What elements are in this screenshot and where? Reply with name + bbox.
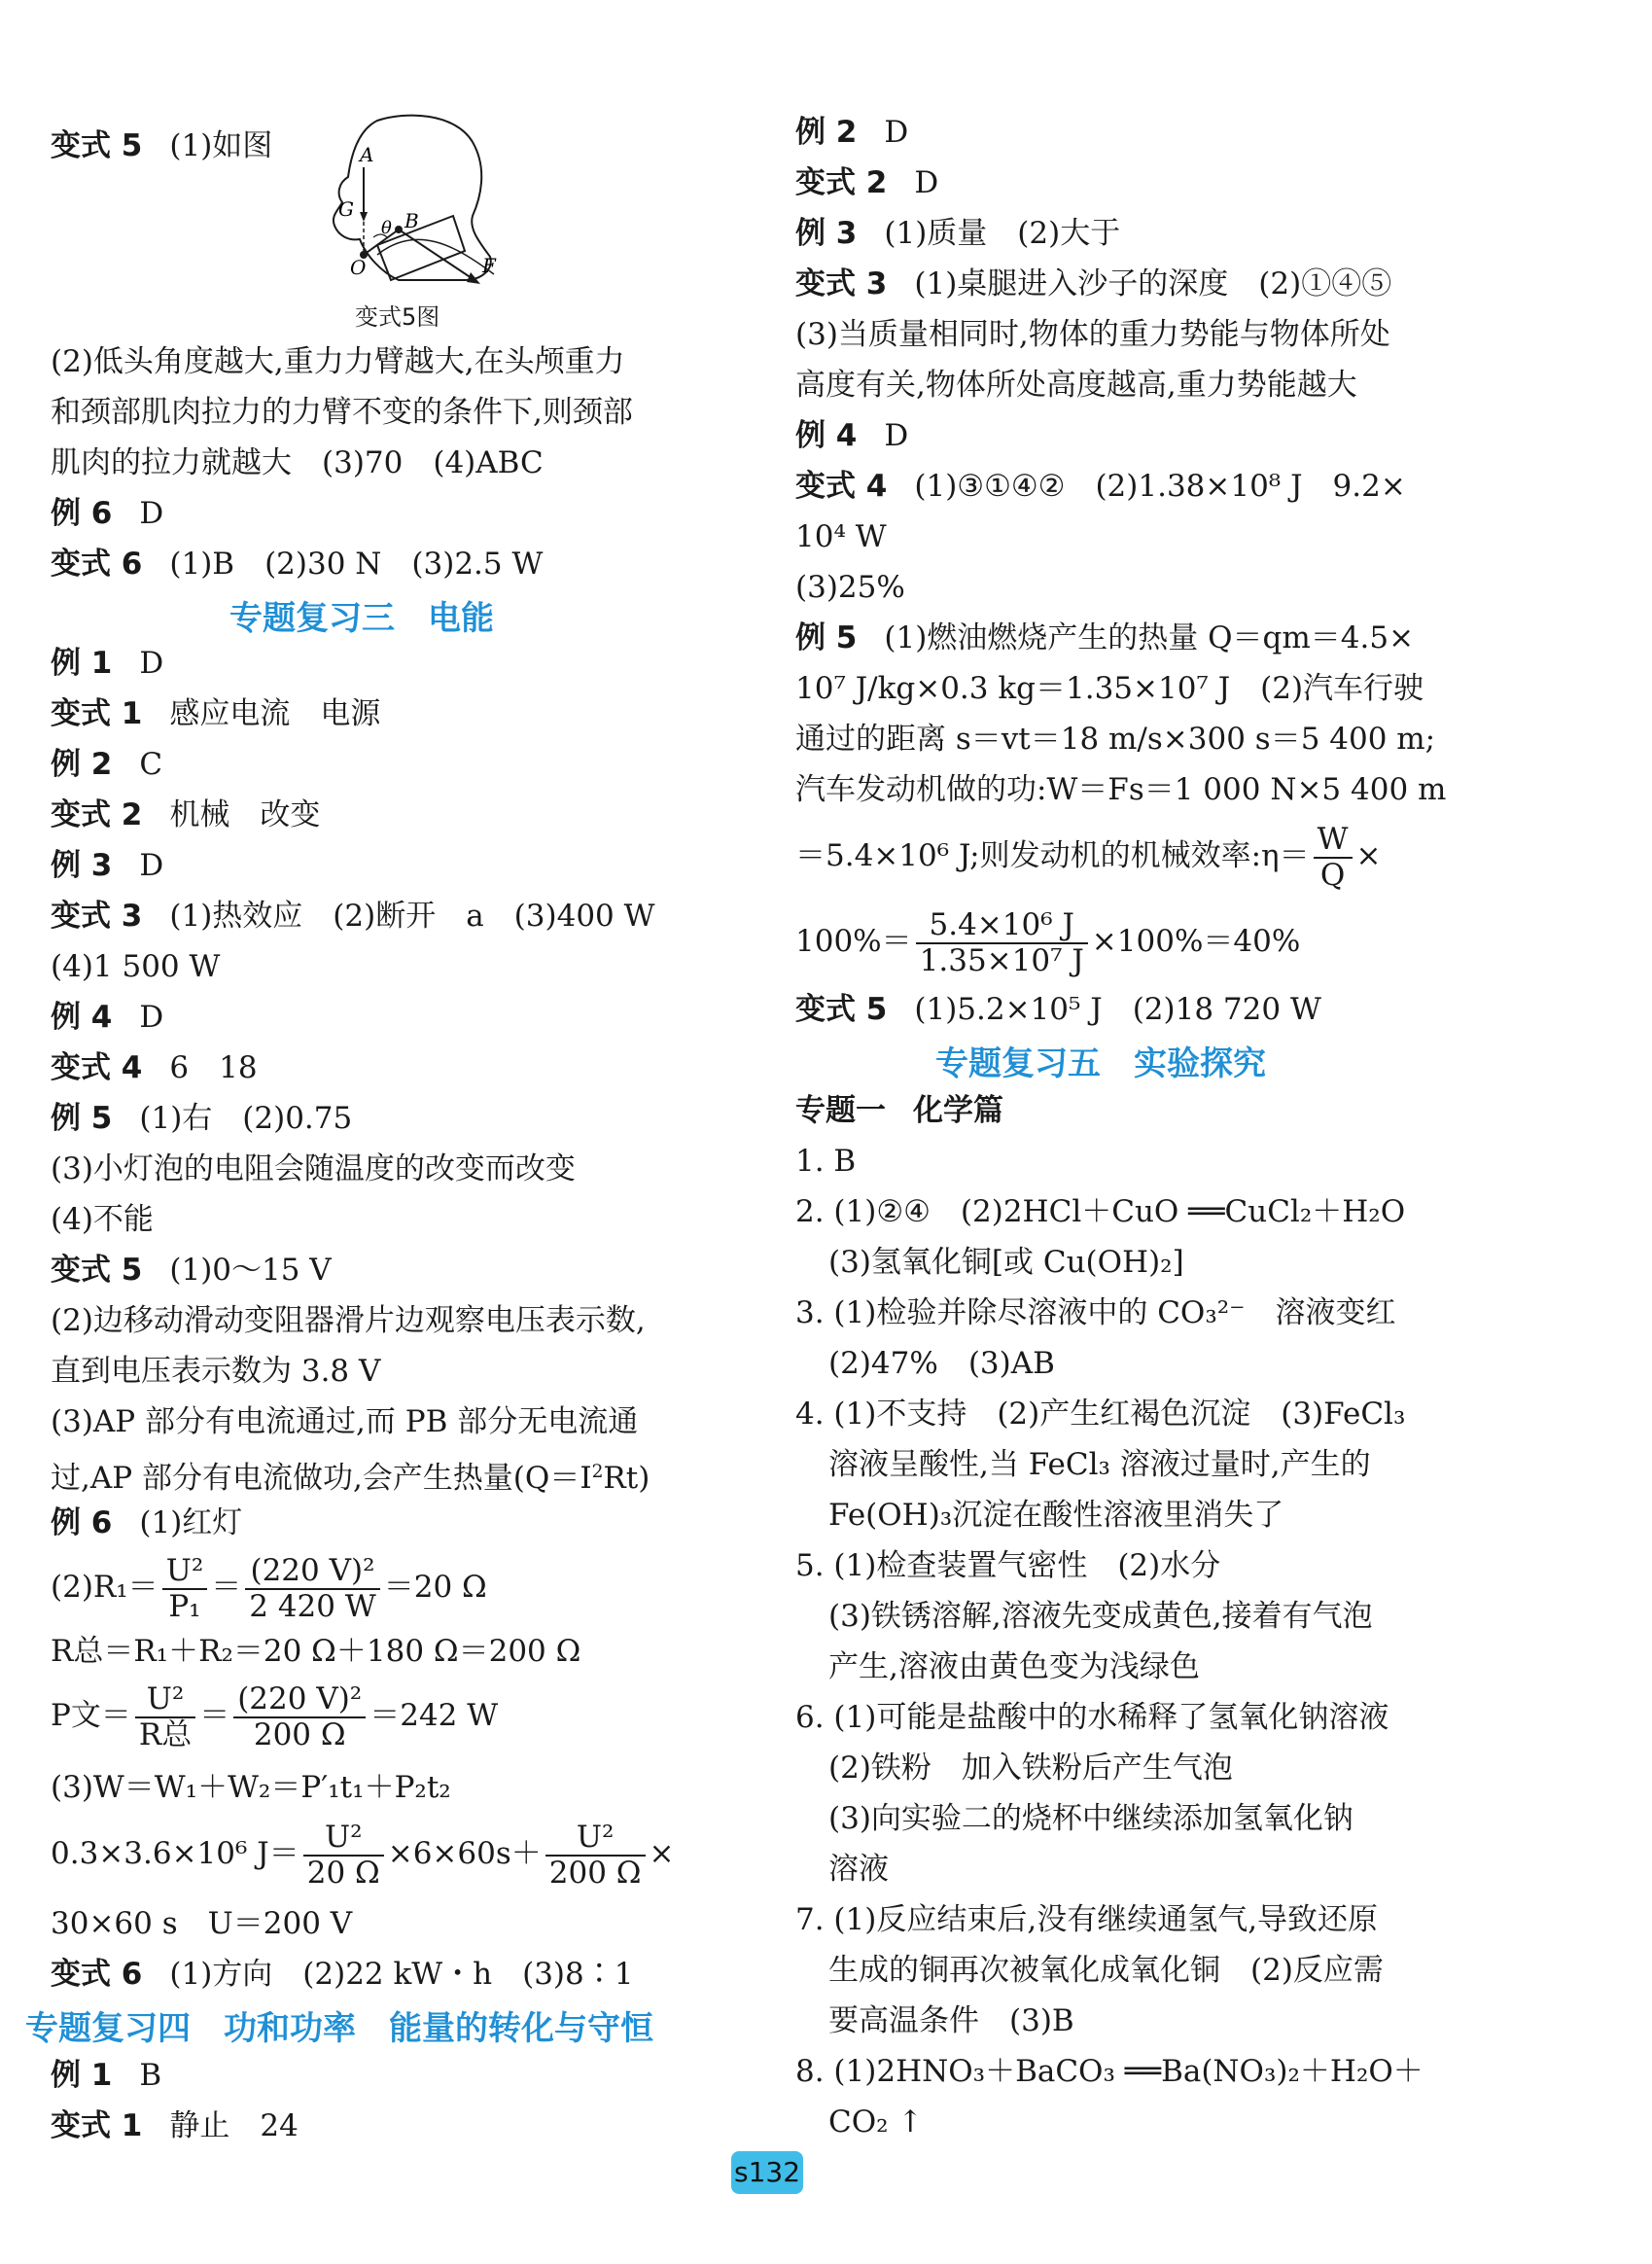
answer-line: 要高温条件 (3)B [828, 2003, 1074, 2038]
item-text: (1)如图 [169, 128, 273, 163]
label-a: A [360, 143, 374, 166]
answer-line [51, 1245, 332, 1295]
item-text: D [139, 1000, 164, 1035]
item-label: 变式 5 [51, 1253, 143, 1288]
item-label: 变式 1 [51, 2108, 143, 2143]
answer-line: (3)铁锈溶解,溶液先变成黄色,接着有气泡 [828, 1599, 1373, 1634]
answer-line: 汽车发动机做的功:W＝Fs＝1 000 N×5 400 m [795, 772, 1447, 807]
label-f: F [482, 254, 496, 277]
answer-line [51, 488, 163, 539]
superscript: 2 [591, 1462, 604, 1482]
item-text: (1)方向 (2)22 kW・h (3)8∶1 [169, 1957, 634, 1992]
fraction: $\frac{\text{U²}}{\text{P₁}}$ [162, 1556, 208, 1622]
item-text: (1)燃油燃烧产生的热量 Q＝qm＝4.5× [884, 620, 1415, 655]
formula-line: P文＝ $\frac{\text{U²}}{\text{R总}}$ ＝ $\frac{\text{(220 V)²}}{200 \Omega}$ ＝242 W [51, 1680, 499, 1752]
item-label: 例 1 [51, 2058, 113, 2093]
item-text: (1)B (2)30 N (3)2.5 W [169, 547, 544, 582]
item-text: 感应电流 电源 [169, 696, 381, 731]
answer-line: 溶液 [828, 1852, 889, 1887]
answer-line: (4)不能 [51, 1202, 154, 1237]
formula-line: 0.3×3.6×10⁶ J＝ $\frac{\text{U²}}{20 \Omega}$ ×6×60s＋ $\frac{\text{U²}}{200 \Omega}$ × [51, 1819, 675, 1891]
answer-line [51, 739, 162, 790]
fraction: $\frac{\text{U²}}{\text{R总}}$ [135, 1684, 195, 1751]
item-text: (1)热效应 (2)断开 a (3)400 W [169, 899, 655, 934]
fraction: $\frac{W}{Q}$ [1314, 825, 1353, 891]
item-text: (1)5.2×10⁵ J (2)18 720 W [914, 992, 1321, 1027]
subsection-line [795, 1085, 1031, 1136]
item-label: 例 3 [51, 848, 113, 883]
answer-line: (2)铁粉 加入铁粉后产生气泡 [828, 1751, 1233, 1786]
item-text: C [139, 747, 163, 782]
item-label: 例 5 [51, 1101, 113, 1136]
formula-line: (2)R₁＝ $\frac{\text{U²}}{\text{P₁}}$ ＝ $\frac{\text{(220 V)²}}{2 420 W}$ ＝20 Ω [51, 1552, 487, 1624]
item-text: (1)0～15 V [169, 1253, 332, 1288]
section-heading: 专题复习五 实验探究 [935, 1044, 1266, 1083]
answer-line: 10⁷ J/kg×0.3 kg＝1.35×10⁷ J (2)汽车行驶 [795, 671, 1424, 706]
item-text: D [139, 646, 164, 681]
answer-line [51, 1949, 633, 1999]
answer-line: 3. (1)检验并除尽溶液中的 CO₃²⁻ 溶液变红 [795, 1295, 1396, 1330]
item-label: 专题一 [795, 1093, 886, 1128]
label-o: O [350, 256, 367, 279]
answer-line: CO₂ ↑ [828, 2105, 924, 2140]
item-label: 例 4 [795, 418, 858, 453]
page-number: s132 [731, 2151, 803, 2194]
answer-line [795, 158, 938, 208]
answer-line [795, 410, 908, 461]
section-heading: 专题复习四 功和功率 能量的转化与守恒 [25, 2009, 653, 2048]
answer-line [795, 259, 1391, 309]
item-label: 例 4 [51, 1000, 113, 1035]
item-label: 变式 1 [51, 696, 143, 731]
answer-line: 10⁴ W [795, 519, 887, 554]
answer-line [51, 840, 163, 891]
fraction: $\frac{\text{U²}}{20 \Omega}$ [303, 1822, 384, 1889]
answer-line: 6. (1)可能是盐酸中的水稀释了氢氧化钠溶液 [795, 1700, 1389, 1735]
left-column [0, 0, 778, 2264]
answer-line: (3)氢氧化铜[或 Cu(OH)₂] [828, 1245, 1184, 1280]
answer-line: 高度有关,物体所处高度越高,重力势能越大 [795, 368, 1357, 403]
item-label: 例 1 [51, 646, 113, 681]
right-column [778, 0, 1652, 2264]
answer-line [795, 208, 1120, 259]
fraction: $\frac{\text{5.4×10⁶ J}}{\text{1.35×10⁷ J}}$ [916, 910, 1088, 976]
item-text: 6 18 [169, 1050, 258, 1085]
fraction: $\frac{\text{(220 V)²}}{2 420 W}$ [245, 1556, 379, 1622]
answer-line: 2. (1)②④ (2)2HCl＋CuO ══CuCl₂＋H₂O [795, 1194, 1406, 1229]
answer-line: (2)低头角度越大,重力力臂越大,在头颅重力 [51, 344, 625, 379]
answer-line: 直到电压表示数为 3.8 V [51, 1354, 381, 1389]
item-label: 变式 6 [51, 1957, 143, 1992]
line-text: Rt) [603, 1461, 650, 1497]
answer-line: 7. (1)反应结束后,没有继续通氢气,导致还原 [795, 1902, 1379, 1937]
answer-line: (3)当质量相同时,物体的重力势能与物体所处 [795, 317, 1390, 352]
formula-line: (3)W＝W₁＋W₂＝P′₁t₁＋P₂t₂ [51, 1770, 451, 1805]
answer-line [51, 121, 272, 171]
item-label: 变式 4 [795, 469, 888, 504]
item-label: 变式 5 [51, 128, 143, 163]
item-text: 静止 24 [169, 2108, 299, 2143]
fraction: $\frac{\text{U²}}{200 \Omega}$ [545, 1822, 646, 1889]
answer-line: 4. (1)不支持 (2)产生红褐色沉淀 (3)FeCl₃ [795, 1397, 1406, 1432]
formula-line: ＝5.4×10⁶ J;则发动机的机械效率:η＝ $\frac{W}{Q}$ × [795, 821, 1382, 893]
answer-line: (4)1 500 W [51, 949, 221, 984]
item-text: D [884, 418, 909, 453]
item-label: 变式 2 [51, 797, 143, 832]
item-label: 变式 3 [795, 266, 888, 301]
answer-line: (3)25% [795, 570, 905, 605]
item-label: 变式 5 [795, 992, 888, 1027]
answer-line [51, 689, 380, 739]
item-text: B [139, 2058, 162, 2093]
answer-line: Fe(OH)₃沉淀在酸性溶液里消失了 [828, 1498, 1284, 1533]
answer-line: (2)47% (3)AB [828, 1346, 1055, 1381]
answer-line: 8. (1)2HNO₃＋BaCO₃ ══Ba(NO₃)₂＋H₂O＋ [795, 2054, 1424, 2089]
answer-line: (2)边移动滑动变阻器滑片边观察电压表示数, [51, 1303, 646, 1338]
line-text: 过,AP 部分有电流做功,会产生热量(Q＝I [51, 1461, 592, 1497]
item-label: 变式 6 [51, 547, 143, 582]
item-text: D [139, 496, 164, 531]
item-label: 例 5 [795, 620, 858, 655]
answer-line: 肌肉的拉力就越大 (3)70 (4)ABC [51, 445, 544, 480]
answer-line [51, 1498, 242, 1548]
answer-line [51, 2050, 161, 2101]
fraction: $\frac{\text{(220 V)²}}{200 \Omega}$ [233, 1684, 366, 1751]
section-heading: 专题复习三 电能 [229, 599, 494, 638]
answer-line [795, 613, 1414, 663]
answer-line [51, 790, 320, 840]
answer-line: 通过的距离 s＝vt＝18 m/s×300 s＝5 400 m; [795, 722, 1436, 757]
figure-caption: 变式5图 [355, 303, 440, 331]
answer-line [51, 539, 543, 589]
answer-line [51, 638, 163, 689]
answer-line: (3)AP 部分有电流通过,而 PB 部分无电流通 [51, 1404, 639, 1439]
answer-line: 产生,溶液由黄色变为浅绿色 [828, 1649, 1200, 1684]
item-label: 例 2 [795, 115, 858, 150]
answer-line: 生成的铜再次被氧化成氧化铜 (2)反应需 [828, 1953, 1384, 1988]
item-text: 化学篇 [913, 1093, 1003, 1128]
answer-line [51, 1447, 650, 1498]
formula-line: R总＝R₁＋R₂＝20 Ω＋180 Ω＝200 Ω [51, 1634, 581, 1669]
answer-line [51, 992, 163, 1043]
item-text: (1)右 (2)0.75 [139, 1101, 353, 1136]
item-text: D [914, 165, 939, 200]
answer-line [51, 1093, 352, 1144]
item-label: 变式 3 [51, 899, 143, 934]
item-label: 变式 4 [51, 1050, 143, 1085]
answer-line: (3)小灯泡的电阻会随温度的改变而改变 [51, 1151, 576, 1186]
answer-line: 和颈部肌肉拉力的力臂不变的条件下,则颈部 [51, 395, 633, 430]
item-label: 例 6 [51, 496, 113, 531]
item-label: 变式 2 [795, 165, 888, 200]
answer-line [795, 984, 1321, 1035]
answer-line [51, 2101, 299, 2151]
head-lever-figure [309, 109, 513, 294]
formula-line: 100%＝ $\frac{\text{5.4×10⁶ J}}{\text{1.35×10⁷ J}}$ ×100%＝40% [795, 906, 1301, 978]
answer-line [795, 107, 908, 158]
label-b: B [404, 209, 419, 232]
item-text: (1)红灯 [139, 1505, 243, 1540]
item-label: 例 6 [51, 1505, 113, 1540]
item-label: 例 2 [51, 747, 113, 782]
label-theta: θ [381, 218, 392, 238]
answer-line: 溶液呈酸性,当 FeCl₃ 溶液过量时,产生的 [828, 1447, 1371, 1482]
answer-line: 5. (1)检查装置气密性 (2)水分 [795, 1548, 1221, 1583]
item-label: 例 3 [795, 216, 858, 251]
label-g: G [338, 197, 354, 221]
item-text: (1)质量 (2)大于 [884, 216, 1121, 251]
formula-line: 30×60 s U＝200 V [51, 1906, 353, 1941]
answer-line: (3)向实验二的烧杯中继续添加氢氧化钠 [828, 1801, 1353, 1836]
answer-line [51, 1043, 258, 1093]
item-text: D [884, 115, 909, 150]
item-text: D [139, 848, 164, 883]
item-text: (1)③①④② (2)1.38×10⁸ J 9.2× [914, 469, 1406, 504]
item-text: 机械 改变 [169, 797, 321, 832]
answer-line [795, 461, 1406, 512]
item-text: (1)桌腿进入沙子的深度 (2)①④⑤ [914, 266, 1392, 301]
answer-line: 1. B [795, 1144, 857, 1179]
answer-line [51, 891, 654, 941]
